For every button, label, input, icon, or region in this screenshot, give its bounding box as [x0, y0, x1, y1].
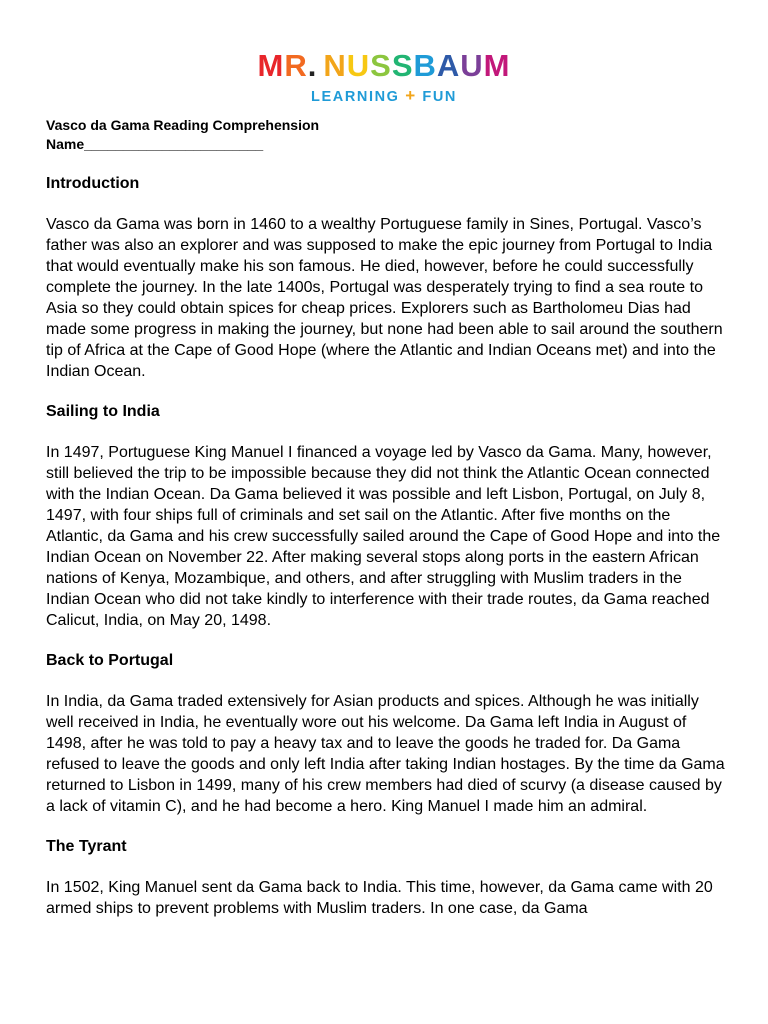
paragraph-back-to-portugal: In India, da Gama traded extensively for Asian products and spices. Although he was initially well received in India, he eventually wore out his welcome. Da Gama left India in August of 1498, after he was told to pay a heavy tax and to leave the goods he traded for. Da Gama refused to leave the goods and only left India after taking Indian hostages. By the time da Gama returned to Lisbon in 1499, many of his crew members had died of scurvy (a disease caused by a lack of vitamin C), and he had become a hero. King Manuel I made him an admiral. [46, 693, 725, 815]
logo-letter: A [436, 48, 461, 83]
logo-letter: B [413, 48, 437, 83]
tagline-fun: FUN [422, 89, 457, 105]
mr-nussbaum-logo [0, 48, 768, 106]
heading-back-to-portugal: Back to Portugal [46, 652, 174, 669]
logo-letter: M [257, 48, 285, 83]
logo-letter: . [307, 48, 318, 83]
logo-letter: N [323, 48, 347, 83]
logo-letter: U [346, 48, 371, 83]
logo-letter: M [483, 48, 511, 83]
logo-letter: R [284, 48, 308, 83]
worksheet-title: Vasco da Gama Reading Comprehension [46, 117, 320, 133]
heading-sailing-to-india: Sailing to India [46, 403, 160, 420]
logo-letter: S [370, 48, 392, 83]
name-line: Name_______________________ [46, 136, 264, 152]
heading-introduction: Introduction [46, 175, 140, 192]
paragraph-introduction: Vasco da Gama was born in 1460 to a wealthy Portuguese family in Sines, Portugal. Vasco’s father was also an explorer and was supposed to make the epic journey from Portugal to India that would eventually make his son famous. He died, however, before he could successfully complete the journey. In the late 1400s, Portugal was desperately trying to find a sea route to Asia so they could obtain spices for cheap prices. Explorers such as Bartholomeu Dias had made some progress in making the journey, but none had been able to sail around the southern tip of Africa at the Cape of Good Hope (where the Atlantic and Indian Oceans met) and into the Indian Ocean. [46, 216, 723, 380]
tagline-plus: + [405, 86, 417, 105]
heading-the-tyrant: The Tyrant [46, 838, 127, 855]
paragraph-sailing-to-india: In 1497, Portuguese King Manuel I financed a voyage led by Vasco da Gama. Many, however, still believed the trip to be impossible because they did not think the Atlantic Ocean connected with the Indian Ocean. Da Gama believed it was possible and left Lisbon, Portugal, on July 8, 1497, with four ships full of criminals and set sail on the Atlantic. After five months on the Atlantic, da Gama and his crew successfully sailed around the Cape of Good Hope and into the Indian Ocean on November 22. After making several stops along ports in the eastern African nations of Kenya, Mozambique, and others, and after struggling with Muslim traders in the Indian Ocean who did not take kindly to interference with their trade routes, da Gama reached Calicut, India, on May 20, 1498. [46, 444, 721, 629]
worksheet-content [46, 116, 726, 919]
tagline-learning: LEARNING [311, 89, 400, 105]
paragraph-the-tyrant: In 1502, King Manuel sent da Gama back to India. This time, however, da Gama came with 20 armed ships to prevent problems with Muslim traders. In one case, da Gama [46, 879, 713, 917]
logo-tagline [0, 86, 768, 106]
logo-wordmark [258, 48, 511, 84]
logo-letter: S [391, 48, 414, 83]
logo-letter: U [460, 48, 484, 83]
